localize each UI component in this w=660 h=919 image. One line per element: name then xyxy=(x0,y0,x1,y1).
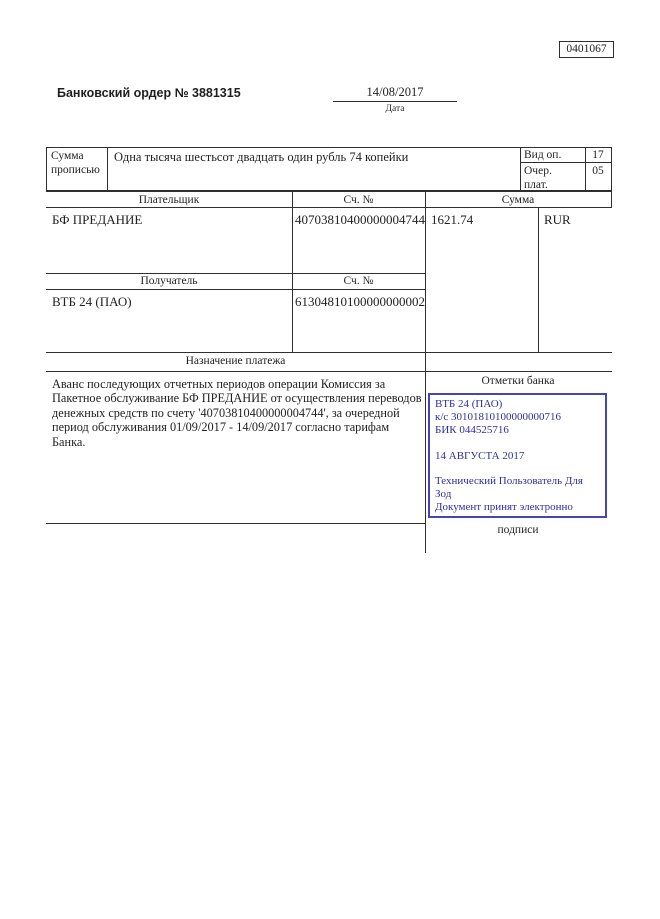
priority-value: 05 xyxy=(592,165,604,177)
date-label: Дата xyxy=(385,104,405,114)
payer-column-header: Плательщик xyxy=(138,194,200,206)
amount-in-words-value: Одна тысяча шестьсот двадцать один рубль 74 копейки xyxy=(114,150,409,164)
signatures-label: подписи xyxy=(497,524,539,536)
table-border-top xyxy=(46,147,612,148)
stamp-bank-name: ВТБ 24 (ПАО) xyxy=(435,398,503,410)
date-value: 14/08/2017 xyxy=(333,85,457,102)
amount-in-words-label: Сумма прописью xyxy=(51,150,100,176)
form-code-box xyxy=(559,41,614,58)
form-code: 0401067 xyxy=(566,43,607,55)
table-border-right xyxy=(611,147,612,208)
payer-name: БФ ПРЕДАНИЕ xyxy=(52,212,143,227)
purpose-header: Назначение платежа xyxy=(185,355,286,367)
purpose-header-underline xyxy=(46,371,612,372)
op-kind-value: 17 xyxy=(592,149,604,161)
payee-account-column-header: Сч. № xyxy=(343,275,374,287)
stamp-bik: БИК 044525716 xyxy=(435,423,509,436)
stamp-operator-line-1: Технический Пользователь Для xyxy=(435,475,583,488)
payee-section-top-border xyxy=(46,273,425,274)
stamp-accepted-note: Документ принят электронно xyxy=(435,501,573,514)
payment-currency: RUR xyxy=(544,212,571,227)
payee-header-underline xyxy=(46,289,425,290)
payee-account-number: 61304810100000000002 xyxy=(295,294,425,309)
purpose-text: Аванс последующих отчетных периодов операции Комиссия за Пакетное обслуживание БФ ПРЕДАНИЕ от осуществления переводов денежных средств по счету '40703810400000004744', за очередной период обслуживания 01/09/2017 - 14/09/2017 согласно тарифам Банка. xyxy=(52,377,422,449)
amount-label-divider xyxy=(107,147,108,191)
payee-name: ВТБ 24 (ПАО) xyxy=(52,294,132,309)
document-title: Банковский ордер № 3881315 xyxy=(57,86,241,100)
payer-account-column-divider xyxy=(292,190,293,353)
payer-account-number: 40703810400000004744 xyxy=(295,212,425,227)
priority-label: Очер. плат. xyxy=(524,165,552,191)
purpose-section-top-border xyxy=(46,352,612,353)
stamp-blank-line xyxy=(435,437,600,450)
table-border-left xyxy=(46,147,47,191)
payer-account-column-header: Сч. № xyxy=(343,194,374,206)
stamp-date: 14 АВГУСТА 2017 xyxy=(435,449,525,462)
stamp-corr-account: к/с 30101810100000000716 xyxy=(435,410,562,423)
purpose-section-bottom-border xyxy=(46,523,425,524)
op-kind-label: Вид оп. xyxy=(524,149,562,161)
bank-marks-header: Отметки банка xyxy=(481,375,555,387)
sum-column-divider xyxy=(425,190,426,553)
opkind-left-divider xyxy=(520,147,521,191)
stamp-operator-line-2: Зод xyxy=(435,488,452,501)
stamp-blank-line xyxy=(435,463,600,476)
payee-column-header: Получатель xyxy=(140,275,198,287)
payment-amount: 1621.74 xyxy=(431,212,474,227)
bank-stamp xyxy=(428,393,607,518)
sum-column-header: Сумма xyxy=(501,194,535,206)
currency-column-divider xyxy=(538,207,539,353)
